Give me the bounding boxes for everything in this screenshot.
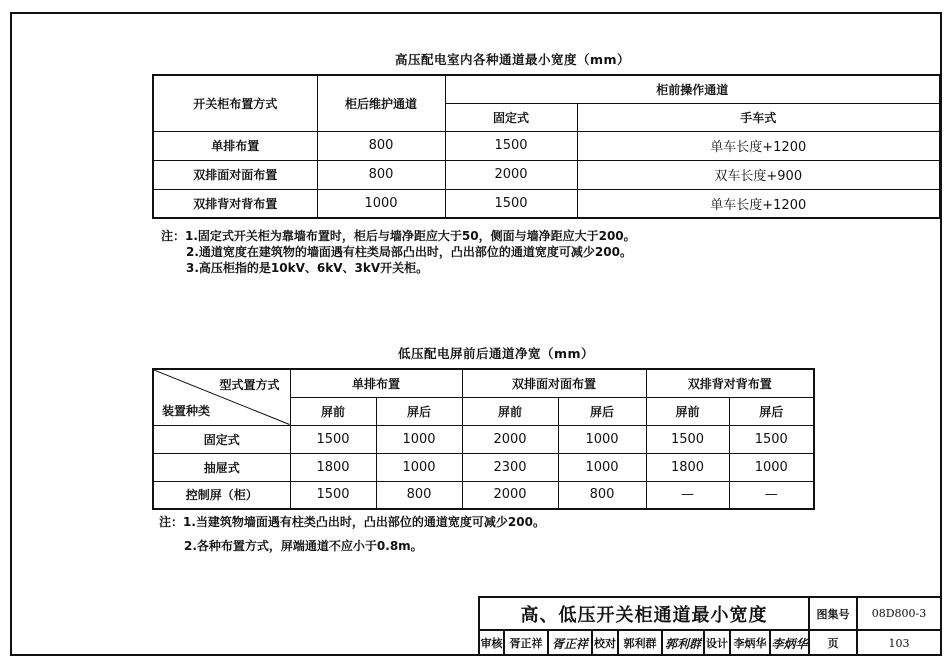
t1-note-2: 2.通道宽度在建筑物的墙面遇有柱类局部凸出时，凸出部位的通道宽度可减少200。 [186, 245, 632, 259]
check-label: 校对 [592, 630, 618, 656]
table-row [153, 481, 814, 509]
t1-cell: 1000 [317, 189, 445, 218]
t1-cell: 1500 [445, 131, 577, 160]
t2-cell: 800 [558, 481, 646, 509]
t1-header-front: 柜前操作通道 [445, 75, 940, 103]
t2-cell: 1000 [558, 425, 646, 453]
table2-title: 低压配电屏前后通道净宽（mm） [398, 346, 595, 361]
t2-cell: — [729, 481, 814, 509]
t2-header-single: 单排布置 [290, 369, 462, 397]
atlas-number: 08D800-3 [857, 596, 942, 630]
t2-cell: 1000 [376, 425, 462, 453]
table-row [153, 160, 940, 189]
checker-signature: 郭利群 [662, 630, 704, 656]
table-row [153, 453, 814, 481]
t2-subheader-front: 屏前 [646, 397, 729, 425]
t1-row-label: 双排背对背布置 [153, 189, 317, 218]
review-label: 审核 [478, 630, 504, 656]
t2-cell: — [646, 481, 729, 509]
t2-row-label: 抽屉式 [153, 453, 290, 481]
t2-cell: 1800 [646, 453, 729, 481]
t1-note-3: 3.高压柜指的是10kV、6kV、3kV开关柜。 [186, 261, 429, 275]
t2-cell: 1000 [558, 453, 646, 481]
t1-row-label: 单排布置 [153, 131, 317, 160]
t2-cell: 2300 [462, 453, 558, 481]
t2-header-layout: 型式置方式 [219, 378, 280, 392]
page-label: 页 [809, 630, 857, 656]
t2-cell: 1000 [729, 453, 814, 481]
title-block [478, 596, 942, 656]
t1-header-arrangement: 开关柜布置方式 [153, 75, 317, 131]
t1-cell: 800 [317, 160, 445, 189]
t2-note-2: 2.各种布置方式，屏端通道不应小于0.8m。 [184, 539, 423, 553]
t1-row-label: 双排面对面布置 [153, 160, 317, 189]
t1-note-1: 注：1.固定式开关柜为靠墙布置时，柜后与墙净距应大于50，侧面与墙净距应大于200。 [161, 229, 636, 243]
t1-cell: 1500 [445, 189, 577, 218]
t2-cell: 1500 [290, 425, 376, 453]
t2-header-face: 双排面对面布置 [462, 369, 646, 397]
t2-subheader-rear: 屏后 [729, 397, 814, 425]
table-row [153, 189, 940, 218]
t2-corner-cell [153, 369, 290, 425]
t2-cell: 1500 [729, 425, 814, 453]
t2-subheader-front: 屏前 [462, 397, 558, 425]
designer-signature: 李炳华 [770, 630, 809, 656]
t2-cell: 1500 [646, 425, 729, 453]
t2-cell: 2000 [462, 481, 558, 509]
t1-cell: 800 [317, 131, 445, 160]
t2-note-1: 注：1.当建筑物墙面遇有柱类凸出时，凸出部位的通道宽度可减少200。 [159, 515, 545, 529]
reviewer-name: 胥正祥 [504, 630, 548, 656]
drawing-title: 高、低压开关柜通道最小宽度 [478, 596, 809, 630]
t2-row-label: 控制屏（柜） [153, 481, 290, 509]
table-row [153, 425, 814, 453]
t1-cell: 单车长度+1200 [577, 189, 940, 218]
reviewer-signature: 胥正祥 [548, 630, 592, 656]
t1-header-fixed: 固定式 [445, 103, 577, 131]
atlas-label: 图集号 [809, 596, 857, 630]
table2 [152, 368, 815, 510]
checker-name: 郭利群 [618, 630, 662, 656]
t2-header-type: 装置种类 [162, 403, 211, 418]
t1-cell: 双车长度+900 [577, 160, 940, 189]
t2-cell: 800 [376, 481, 462, 509]
t2-cell: 2000 [462, 425, 558, 453]
t1-header-rear: 柜后维护通道 [317, 75, 445, 131]
t2-cell: 1800 [290, 453, 376, 481]
designer-name: 李炳华 [730, 630, 770, 656]
t2-header-back: 双排背对背布置 [646, 369, 814, 397]
table1 [152, 74, 941, 219]
t2-subheader-front: 屏前 [290, 397, 376, 425]
t1-header-cart: 手车式 [577, 103, 940, 131]
t1-cell: 单车长度+1200 [577, 131, 940, 160]
page-number: 103 [857, 630, 942, 656]
table-row [153, 131, 940, 160]
t2-cell: 1500 [290, 481, 376, 509]
t1-cell: 2000 [445, 160, 577, 189]
t2-subheader-rear: 屏后 [558, 397, 646, 425]
t2-cell: 1000 [376, 453, 462, 481]
design-label: 设计 [704, 630, 730, 656]
t2-subheader-rear: 屏后 [376, 397, 462, 425]
table1-title: 高压配电室内各种通道最小宽度（mm） [395, 52, 631, 67]
t2-row-label: 固定式 [153, 425, 290, 453]
